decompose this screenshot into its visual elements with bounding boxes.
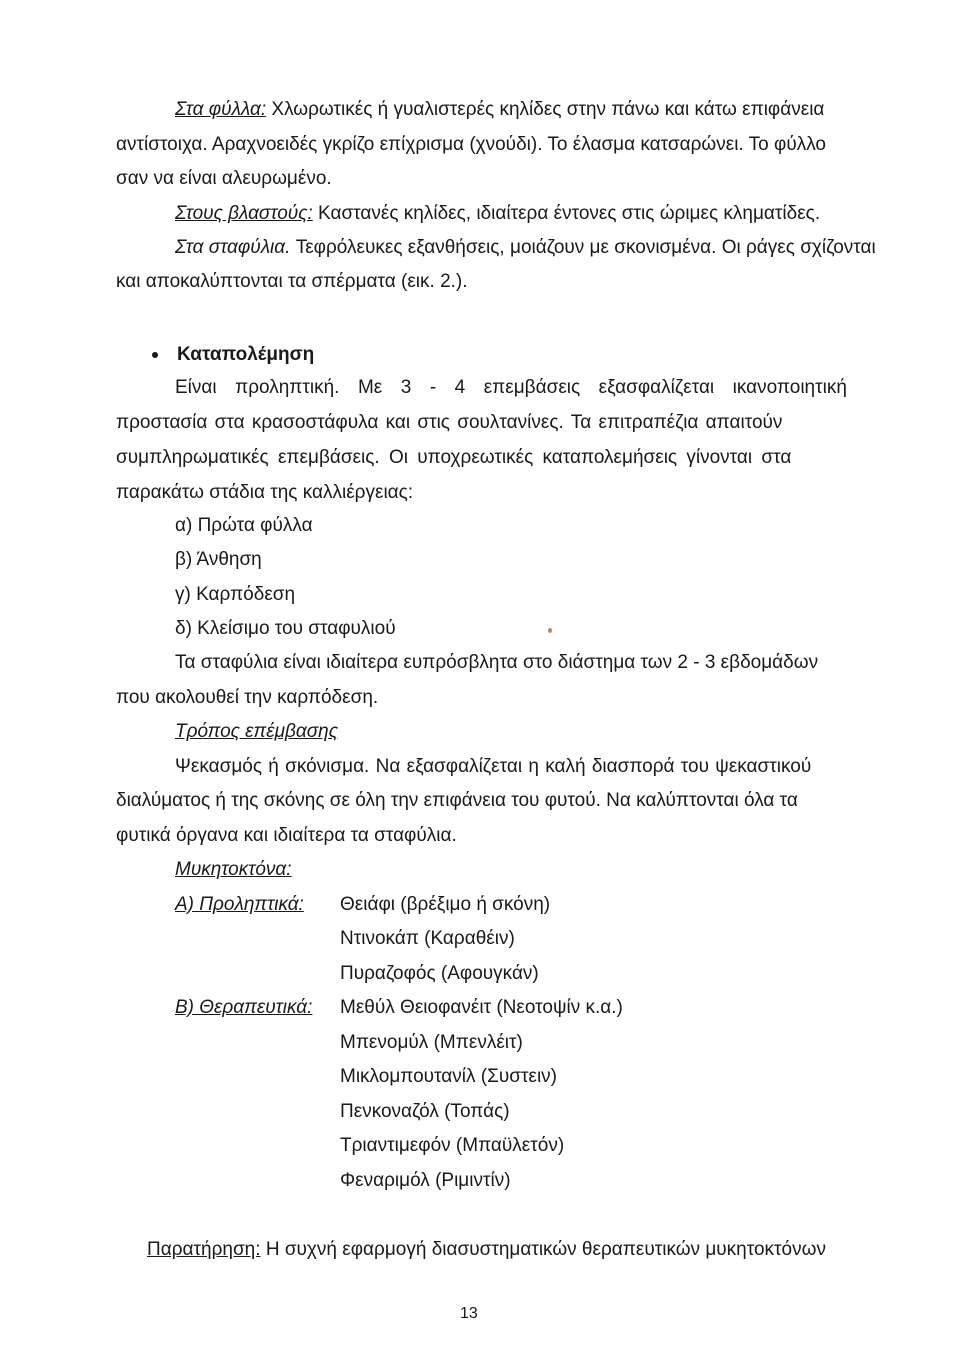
control-line-1-word: επεμβάσεις [483, 377, 581, 398]
control-line-1-word: 3 [400, 377, 412, 398]
fungicides-label: Μυκητοκτόνα: [175, 859, 292, 880]
leaves-line-3: σαν να είναι αλευρωμένο. [116, 168, 332, 189]
curative-item: Τριαντιμεφόν (Μπαϋλετόν) [340, 1135, 565, 1156]
grapes-text-1: Τεφρόλευκες εξανθήσεις, μοιάζουν με σκονισμένα. Οι ράγες σχίζονται [295, 237, 876, 258]
curative-item: Πενκοναζόλ (Τοπάς) [340, 1101, 510, 1122]
vulnerable-line-2: που ακολουθεί την καρπόδεση. [116, 687, 379, 708]
curative-item: Μεθύλ Θειοφανέιτ (Νεοτοψίν κ.α.) [340, 997, 623, 1018]
leaves-text-1: Χλωρωτικές ή γυαλιστερές κηλίδες στην πάνω και κάτω επιφάνεια [271, 99, 825, 120]
control-line-1-word: 4 [454, 377, 466, 398]
leaves-line-1 [175, 98, 847, 122]
note-text: Η συχνή εφαρμογή διασυστηματικών θεραπευτικών μυκητοκτόνων [265, 1239, 826, 1260]
preventive-label: Α) Προληπτικά: [175, 894, 304, 915]
control-line-1-word: εξασφαλίζεται [598, 377, 715, 398]
shoots-line [175, 202, 820, 226]
page-number: 13 [460, 1305, 478, 1322]
control-line-2: προστασία στα κρασοστάφυλα και στις σουλτανίνες. Τα επιτραπέζια απαιτούν [116, 412, 783, 433]
control-line-1-word: Είναι [175, 377, 217, 398]
leaves-label: Στα φύλλα: [175, 99, 267, 120]
control-line-1-word: προληπτική. [235, 377, 340, 398]
curative-item: Μικλομπουτανίλ (Συστειν) [340, 1066, 558, 1087]
method-line-2: διαλύματος ή της σκόνης σε όλη την επιφάνεια του φυτού. Να καλύπτονται όλα τα [116, 790, 798, 811]
grapes-label: Στα σταφύλια. [175, 237, 291, 258]
stage-item: γ) Καρπόδεση [175, 584, 296, 605]
preventive-item: Ντινοκάπ (Καραθέιν) [340, 928, 515, 949]
curative-label: Β) Θεραπευτικά: [175, 997, 313, 1018]
stray-mark [548, 628, 552, 633]
stage-item: α) Πρώτα φύλλα [175, 515, 313, 536]
control-heading: Καταπολέμηση [177, 344, 315, 365]
vulnerable-line-1: Τα σταφύλια είναι ιδιαίτερα ευπρόσβλητα στο διάστημα των 2 - 3 εβδομάδων [175, 652, 819, 673]
method-label: Τρόπος επέμβασης [175, 721, 338, 742]
bullet-icon [152, 352, 158, 358]
grapes-line-2: και αποκαλύπτονται τα σπέρματα (εικ. 2.). [116, 271, 468, 292]
method-line-3: φυτικά όργανα και ιδιαίτερα τα σταφύλια. [116, 825, 457, 846]
preventive-item: Πυραζοφός (Αφουγκάν) [340, 963, 539, 984]
control-line-1-word: - [429, 377, 437, 398]
stage-item: β) Άνθηση [175, 549, 262, 570]
note-label: Παρατήρηση: [147, 1239, 261, 1260]
control-line-4: παρακάτω στάδια της καλλιέργειας: [116, 482, 414, 503]
shoots-label: Στους βλαστούς: [175, 203, 313, 224]
control-line-3: συμπληρωματικές επεμβάσεις. Οι υποχρεωτικές καταπολεμήσεις γίνονται στα [116, 447, 792, 468]
preventive-item: Θειάφι (βρέξιμο ή σκόνη) [340, 894, 551, 915]
control-line-1-word: Με [357, 377, 383, 398]
curative-item: Φεναριμόλ (Ριμιντίν) [340, 1170, 511, 1191]
shoots-text: Καστανές κηλίδες, ιδιαίτερα έντονες στις ώριμες κληματίδες. [318, 203, 821, 224]
leaves-line-2: αντίστοιχα. Αραχνοειδές γκρίζο επίχρισμα (χνούδι). Το έλασμα κατσαρώνει. Το φύλλο [116, 134, 826, 155]
method-line-1: Ψεκασμός ή σκόνισμα. Να εξασφαλίζεται η καλή διασπορά του ψεκαστικού [175, 756, 812, 777]
note-line [147, 1238, 826, 1262]
control-line-1 [175, 376, 847, 400]
control-line-1-word: ικανοποιητική [732, 377, 847, 398]
grapes-line-1 [175, 236, 876, 260]
stage-item: δ) Κλείσιμο του σταφυλιού [175, 618, 396, 639]
curative-item: Μπενομύλ (Μπενλέιτ) [340, 1032, 523, 1053]
